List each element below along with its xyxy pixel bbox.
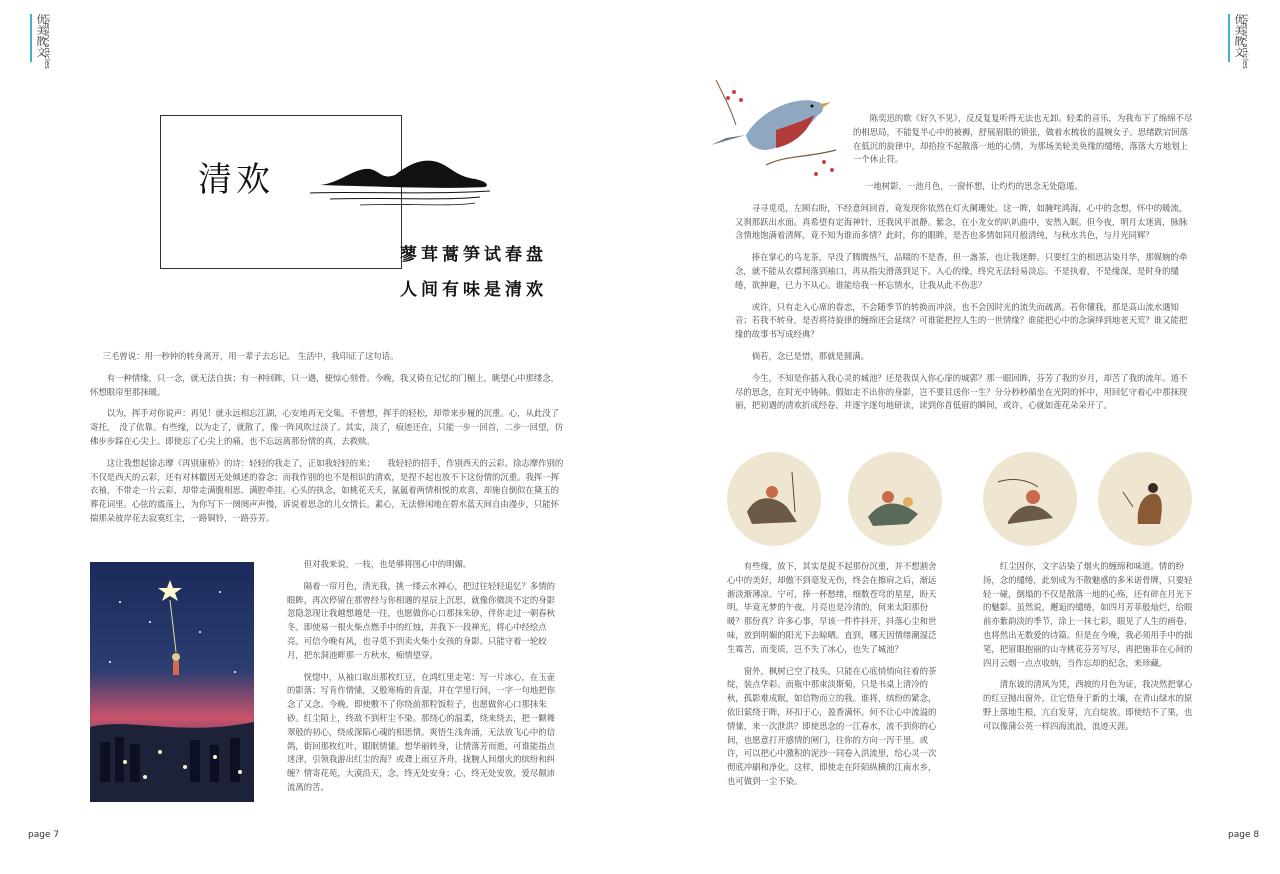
poem-line-1: 蓼茸蒿笋试春盘 [400, 245, 547, 265]
circle-painting-1 [727, 452, 821, 546]
right-column-a [727, 560, 942, 797]
right-section-label [1228, 14, 1254, 74]
paragraph: 有些缘，放下，其实是捉不起那份沉重，并不想割舍心中的美好，却傲不到毫发无伤，终会在擦肩之后，渐远渐淡渐薄凉。宁可，捧一杯愁绪，细数苍穹的星星，盼天明。毕竟无梦的午夜，月亮也是冷清的，何来太阳那份暖？那份真？许多心事，早该一件件抖开，抖落心尘和世味，放到明媚的阳光下去晾晒。直到，哪天因情绪潮湿泛生霉苦，而变质，岂不失了冰心，也失了城池？ [727, 561, 937, 654]
right-body-text [735, 180, 1195, 421]
paragraph: 陈奕迅的歌《好久不见》，反反复复听得无法也无卸。轻柔的音乐，为我布下了绵绵不尽的相思局，不能复半心中的被褥，舒展眉眼的锁张，做着水梳妆的温婉女子。思绪跌宕回落在低沉的旋律中，却拾捡不起散落一地的心情，为那场美轮美奂缘的缱绻，落落大方地划上一个休止符。 [853, 113, 1193, 165]
paragraph: 或许，只有走入心席的眷恋，不会随季节的转换而冲淡，也不会因时光的流失而疏离。若你懂我，那是高山流水遇知音；若我不转身，是否将待旋律的缠绵还会延续？可谁能把控人生的一世情缘？谁能把心中的念演绎到地老天荒？谁又能把缘的故事书写成经典？ [735, 301, 1188, 340]
paragraph: 恍惚中，从袖口取出那枚红豆，在鸿红里走笔：写一片冰心，在玉壶的影落；写肯作情愫，又般寒梅的肯湿，并在学里行间，一字一句地把你念了又念。今晚，即使敷不了你绕前那粒饭粒子，也愿做你心口那抹朱砂。红尘陌上，终敌不到杆尘不染。那绕心的温柔，绕来绕去，把一颗舞翠般的初心，绕成深陷心魂的相思情。爽悟生浅奔涌，无法放飞心中的信鸽，街回那枚红叶，眼眠情愫。想华丽转身，让情落芳而逝，可谁能指点迷津，引领我游出红尘的海？或聋上雨豆齐舟，拢腕人间烟火的缤纷和纠缠？情寄花苑，大漠沿天，念，终无处安身；心，终无处安放，爱尽颠沛流离的苦。 [287, 671, 556, 792]
circle-painting-4 [1098, 452, 1192, 546]
right-section-subtitle: Literary articles [1241, 14, 1249, 69]
right-section-title: 优美散文 [1232, 14, 1243, 58]
paragraph: 红尘因你，文字沾染了烟火的缠绵和味道。情的纷扬，念的缱绻，此刻成为不散魅惑的多米诺骨牌，只要轻轻一碰，倒塌的不仅是散落一地的心殇，还有碎在月光下的魅影。虽然说，邂逅的缱绻，如四月芳菲般灿烂，给眼前亦紫韵淡的季节，涂上一抹七彩，眼见了人生的画卷，也将然出无数爱的诗篇。但是在今晚，我必须用手中的拙笔，把眉眼抱丽的山寺桃花芬芳写尽，再把施菲在心间的四月云烟一点点收纳，当作忘却的纪念，来珍藏。 [983, 561, 1193, 668]
poem-line-2: 人间有味是清欢 [400, 280, 547, 300]
right-column-b [983, 560, 1195, 742]
left-section-title: 优美散文 [34, 14, 45, 58]
paragraph: 捧在掌心的乌龙茶，早没了腾腾热气，品啜的不是香，但一盏茶，也让我迷醉。只要红尘的相思沾染月华，那媒婉的牵念，就不能从衣襟间落到袖口，再从指尖滑落到足下。入心的缘，终究无法轻易淡忘。不是执着，不是缘深，是时身的缱绻，欲抻避，已力不从心。谁能给我一杯忘情水，让我从此不伤悲？ [735, 252, 1188, 290]
paragraph: 倘若，念已是惜，那就是圆满。 [751, 350, 870, 361]
left-section-subtitle: Literary articles [43, 14, 51, 69]
paragraph: 一地树影，一池月色，一窗怀想，让灼灼的思念无处隐遁。 [865, 181, 1083, 191]
paragraph: 清东诐的清风为凭，西坡的月色为证，我决然把掌心的红豆抛出窗外，让它悟身于新的土壤，在青山绿水的原野上落地生根，亢自发芽，亢自绽放。即使结不了果，也可以像蒲公英一样四海流浪，浪迹天涯。 [983, 679, 1193, 731]
bird-illustration [706, 70, 846, 190]
paragraph: 三毛曾说：用一秒钟的转身离开，用一辈子去忘记。 生活中，我印证了这句话。 [102, 351, 399, 361]
paragraph: 以为，挥手对你说声：再见！就永远相忘江湖，心安地再无交集。不曾想，挥手的轻松，却带来步履的沉重。心，从此没了寄托， 没了依靠。有些缘，以为走了，就散了，像一阵风吹过淡了。其实，淡了，痕迹还在，只能一步一回首，二步一回望，仿佛步步踩在心尖上。即使忘了心尖上的痛，也不忘远离那份情的真，去救赎。 [90, 408, 564, 446]
night-sky-illustration [90, 562, 254, 802]
page-number-right: page 8 [1228, 830, 1260, 840]
paragraph: 但对我来说，一枝，也是够将图心中的明媚。 [303, 559, 472, 569]
left-column-2 [287, 558, 559, 803]
paragraph: 隔着一帘月色，清光我，挑一缕云水禅心，把过往轻轻追忆？多情的眼眸，再次停留在那曾经与你相遇的星辰上沉思，就像你微淡不定的身影忽隐忽现让我越想越是一往，也愿做你心口那抹朱砂，伴你走过一朝春秋冬。即使易一根火柴点燃手中的红烛，并我下一段禅光，将心中经绘点亮。可信今晚有风，也寻觅不到卖火柴小女孩的身影。只能守着一轮皎月，把东洞池畔那一方秋水，痴情望穿。 [287, 580, 556, 660]
left-body-text [90, 350, 565, 534]
paragraph: 这让我想起徐志摩《再别康桥》的诗：轻轻的我走了，正如我轻轻的来； 我轻轻的招手，作别西天的云彩。徐志摩作别的不仅是西天的云彩，还有对林徽因无处倾述的眷念；而我作别的也不是相识的清欢，是捏不起也放不下这份情的沉重。我挥一挥衣袖，不带走一片云彩，却带走满腹相思、满腔牵挂。心头的执念，如桃花夭夭，氤氲着两情相悦的欢喜，却施自倒似在黛玉的葬花词里。心弦的震荡上，为你写下一阕阕声声慢，诉说着思念的儿女情长。素心，无法修闲地在碧水蓝天间自由漫步，只能怀揣那朵彼岸花去寂寞红尘，一路铜铃，一路芬芳。 [90, 457, 564, 523]
circle-painting-3 [983, 452, 1077, 546]
left-section-label [30, 14, 56, 74]
paragraph: 窗外，枫树已空了枝头，只能在心底悄悄向往着的荼绽，装点华彩。而瓶中那束淡斯菊，只是书桌上清冷的秋，孤影难成眠，如信物而立的我。谁将，缤纷的紧念，依旧萦绕于眸，环扣于心，盈香满怀。何不让心中流溢的情愫，来一次泄洪？即使思念的一江春水，流不到你的心间，也愿意打开感情的闸门，往你的方向一泻千里。或许，可以把心中激积的泥沙一同卷入洪流里，给心灵一次彻底冲刷和净化。这样，即使走在阡陌纵横的江南水乡，也可做到一尘不染。 [727, 665, 937, 786]
paragraph: 有一种情缘，只一念，就无法自拔；有一种回眸，只一遇，便惊心刻骨。今晚，我又倚在记忆的门楣上，眺望心中那缕念，怀想眼帘里那抹暖。 [90, 372, 560, 397]
ink-mountain-illustration [300, 155, 500, 215]
page-title: 清欢 [198, 160, 274, 200]
circle-painting-2 [848, 452, 942, 546]
page-number-left: page 7 [28, 830, 60, 840]
paragraph: 今生，不知是你插入我心灵的城池？还是我误入你心扉的城郭？那一眼回眸，芬芳了我的岁月，却苦了我的流年。道不尽的思念，在时光中铸韩。假如走不出你的身影，岂不要目送你一生？分分秒秒循坐在光阴的怀中，用回忆守着心中那抹现丽，把初遇的清欢折成经卷，并逐字逐句地研读，读到你首低眉的瞬间，或许，心就如莲花朵朵开了。 [735, 372, 1188, 411]
right-intro-text [853, 112, 1193, 175]
paragraph: 寻寻觅觅，左顾右盼，不经意间回首，竟发现你依然在灯火阑珊处。这一眸，如腌咤鸿海，心中的念想，怀中的暖流，又刹那跃出水面。真希望有定海神针，还我风平浪静。紫念，在小龙女的叭叭曲中，安然入眠。但今夜，明月太迷离，脉脉含情地饱满着清辉，竟不知为谁而多情？此时，你的眼眸，是否也多情如同月般清纯，与秋水共色，与月光同辉？ [735, 202, 1188, 241]
